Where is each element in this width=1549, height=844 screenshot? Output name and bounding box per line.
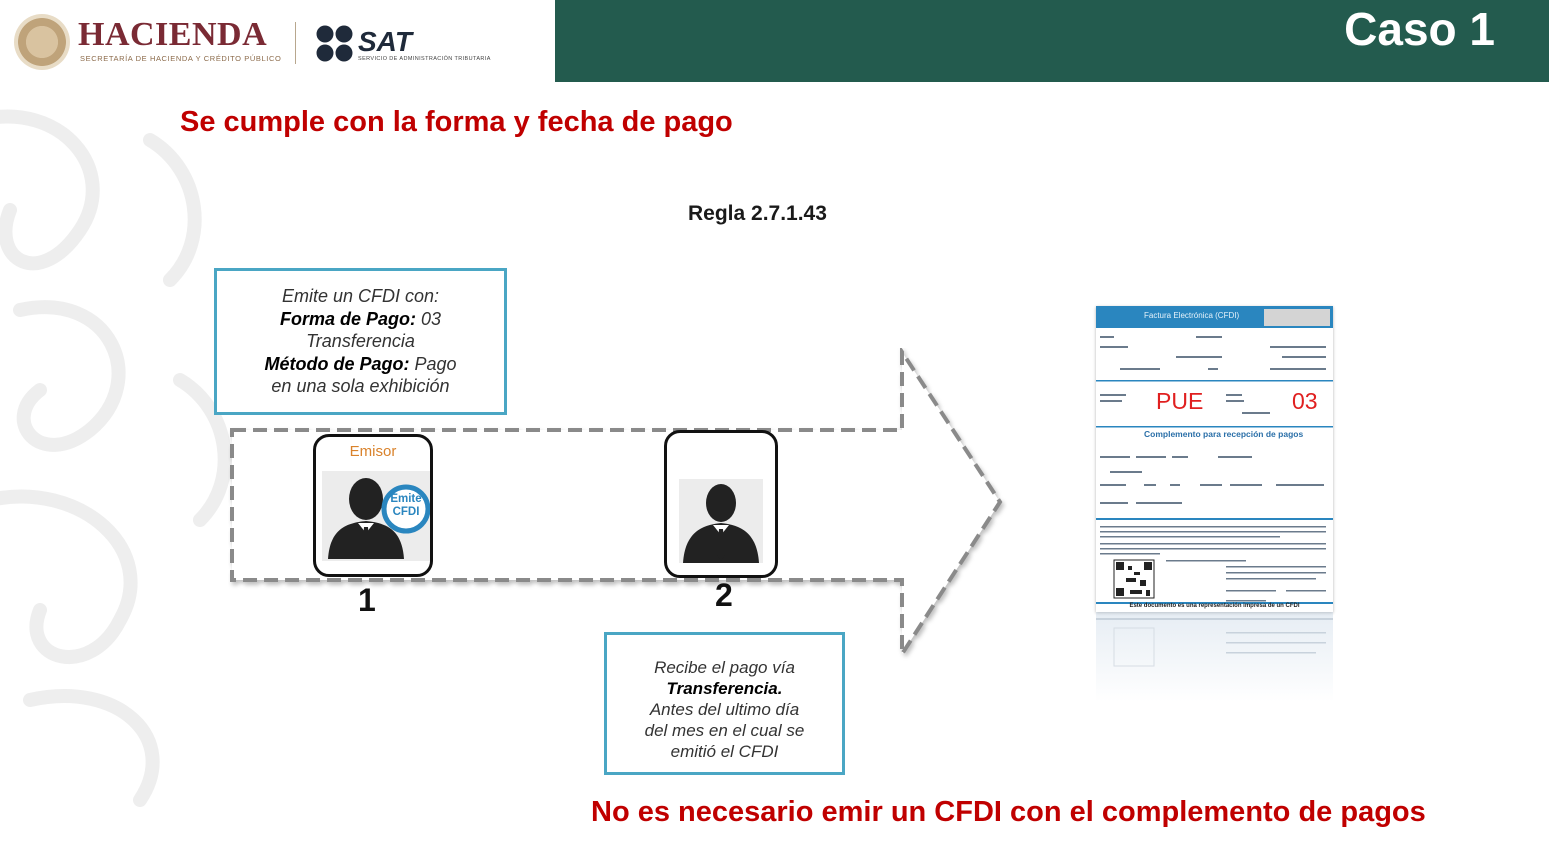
hacienda-logo-text: HACIENDA (78, 16, 268, 53)
receptor-box-line2: Transferencia. (666, 679, 783, 698)
invoice-reflection (1096, 612, 1333, 702)
metodo-pago-label: Método de Pago: (264, 353, 410, 374)
receptor-box-line3: Antes del ultimo día (649, 700, 800, 719)
invoice-forma-pago: 03 (1292, 388, 1318, 414)
step-number-2: 2 (715, 577, 733, 613)
receptor-info-box (604, 632, 845, 775)
forma-pago-value-2: Transferencia (306, 331, 415, 351)
invoice-complemento-title: Complemento para recepción de pagos (1144, 429, 1304, 439)
watermark-pattern (0, 80, 260, 844)
forma-pago-value: 03 (421, 308, 442, 329)
step-number-1: 1 (358, 582, 376, 618)
sat-logo-text: SAT (358, 26, 412, 57)
invoice-metodo-pago: PUE (1156, 388, 1204, 414)
emite-cfdi-badge (384, 493, 428, 519)
metodo-pago-value-2: en una sola exhibición (271, 376, 450, 396)
receptor-box-line4: del mes en el cual se (644, 721, 805, 740)
emisor-label: Emisor (349, 443, 397, 460)
invoice-header (1096, 306, 1333, 328)
receptor-box-line5: emitió el CFDI (670, 742, 779, 761)
invoice-body-lines (1096, 328, 1333, 612)
emite-cfdi-badge-line2: CFDI (392, 506, 420, 518)
metodo-pago-value: Pago (414, 353, 457, 374)
forma-pago-label: Forma de Pago: (279, 308, 416, 329)
hacienda-subtitle: SECRETARÍA DE HACIENDA Y CRÉDITO PÚBLICO (80, 54, 282, 63)
sat-logo-icon (314, 24, 356, 64)
sat-subtitle: SERVICIO DE ADMINISTRACIÓN TRIBUTARIA (358, 56, 491, 62)
emisor-card (313, 434, 433, 577)
bottom-note: No es necesario emir un CFDI con el complemento de pagos (591, 796, 1426, 828)
person-suit-icon (679, 479, 763, 563)
case-title: Caso 1 (1344, 3, 1495, 55)
invoice-footer-text: Este documento es una representación impresa de un CFDI (1129, 603, 1300, 609)
cfdi-invoice-image (1096, 306, 1333, 612)
receptor-card (664, 430, 778, 578)
invoice-header-title: Factura Electrónica (CFDI) (1144, 311, 1240, 320)
forma-pago-line (217, 308, 504, 331)
receptor-box-line1: Recibe el pago vía (654, 658, 795, 677)
metodo-pago-line (217, 353, 504, 376)
mexico-seal-icon (14, 14, 70, 70)
header-logos (10, 10, 550, 74)
rule-label: Regla 2.7.1.43 (688, 202, 827, 225)
emisor-info-box (214, 268, 507, 415)
invoice-header-tab (1264, 309, 1330, 326)
logo-divider (295, 22, 296, 64)
slide-title: Se cumple con la forma y fecha de pago (180, 106, 733, 138)
emite-cfdi-badge-line1: Emite (390, 493, 422, 505)
emisor-box-line1: Emite un CFDI con: (281, 286, 440, 306)
